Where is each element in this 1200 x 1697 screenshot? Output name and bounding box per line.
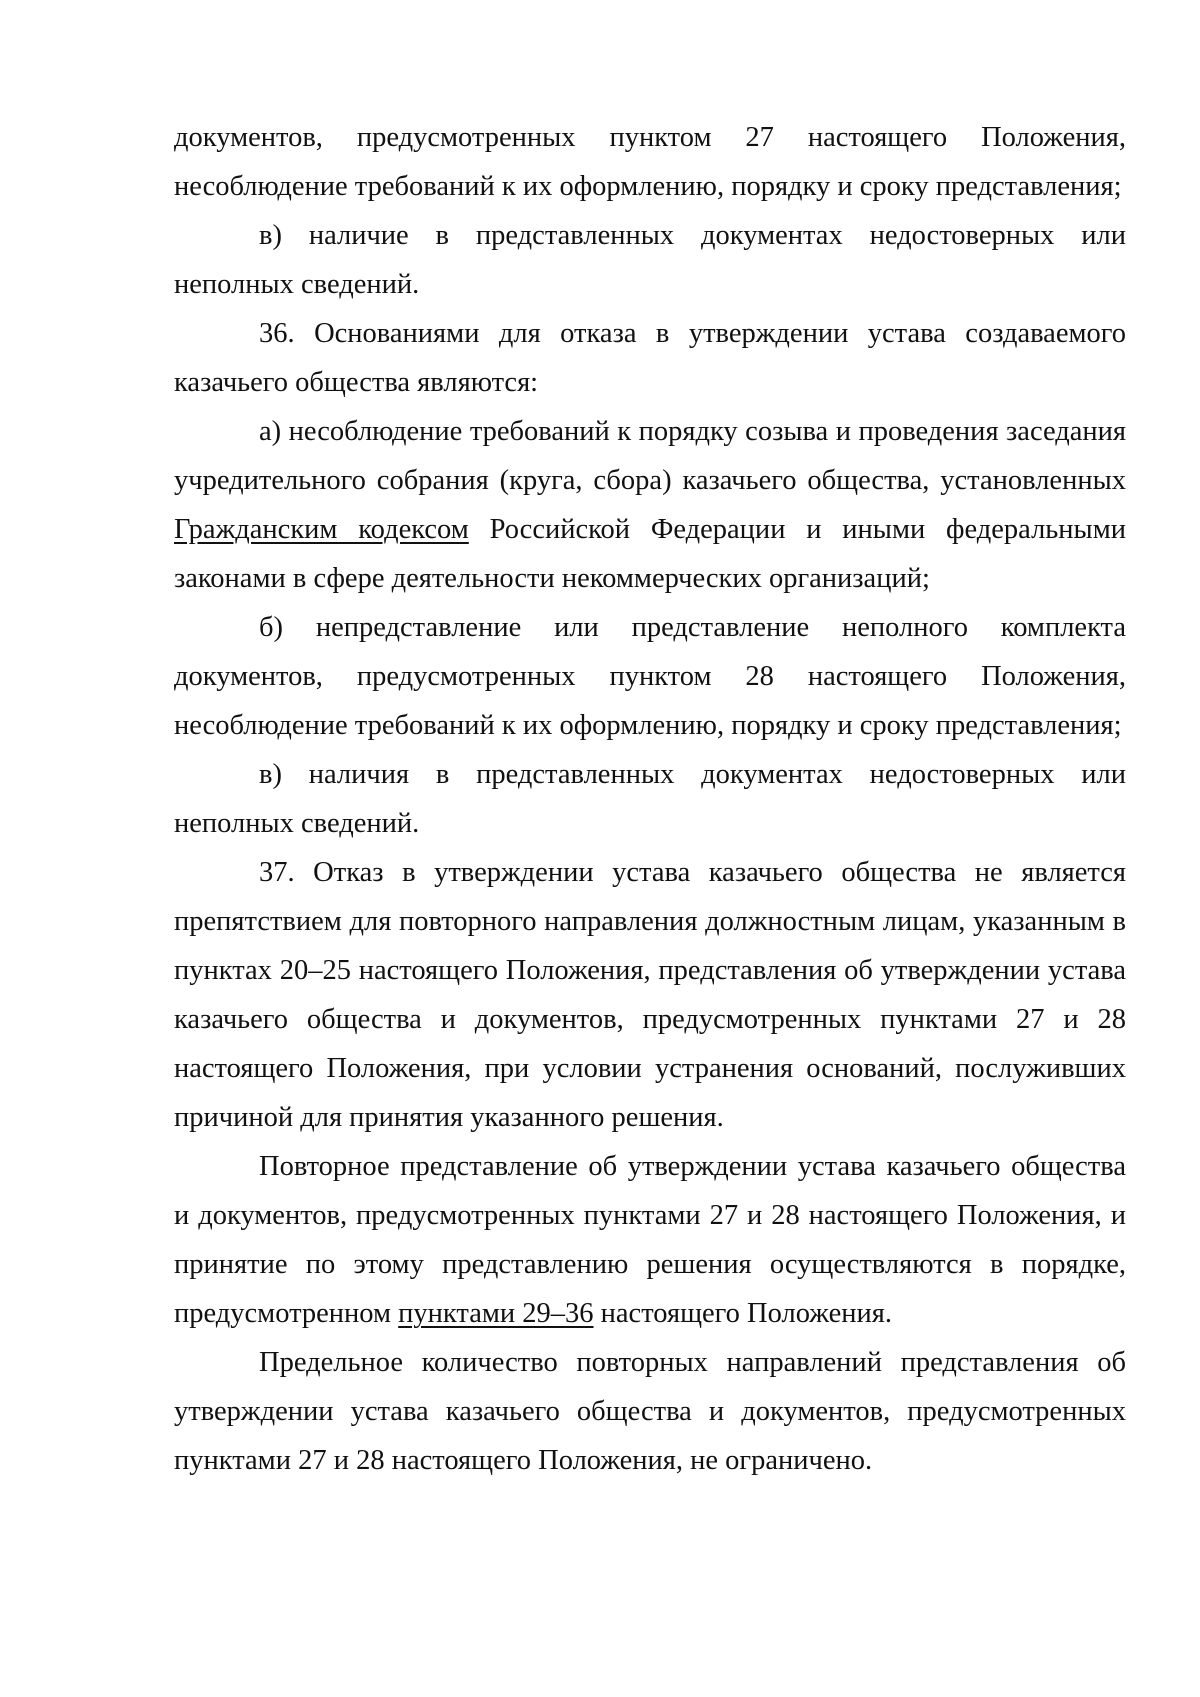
paragraph-text: Российской Федерации и иными федеральными законами в сфере деятельности некоммерческих организаций; [174, 514, 1126, 594]
paragraph-text: в) наличие в представленных документах недостоверных или неполных сведений. [174, 220, 1126, 300]
paragraph-clause-37-repeat [174, 1142, 1126, 1338]
paragraph-text: 37. Отказ в утверждении устава казачьего общества не является препятствием для повторного направления должностным лицам, указанным в пунктах 20–25 настоящего Положения, представления об утверждении устава казачьего общества и документов, предусмотренных пунктами 27 и 28 настоящего Положения, при условии устранения оснований, послуживших причиной для принятия указанного решения. [174, 857, 1126, 1133]
paragraph-text: 36. Основаниями для отказа в утверждении устава создаваемого казачьего общества являются: [174, 318, 1126, 398]
paragraph-clause-36 [174, 309, 1126, 407]
paragraph-item-v-1 [174, 211, 1126, 309]
paragraph-clause-36-a [174, 407, 1126, 603]
paragraph-clause-36-v [174, 750, 1126, 848]
paragraph-text: документов, предусмотренных пунктом 27 настоящего Положения, несоблюдение требований к их оформлению, порядку и сроку представления; [174, 122, 1126, 202]
paragraph-clause-36-b [174, 603, 1126, 750]
paragraph-text: Предельное количество повторных направлений представления об утверждении устава казачьего общества и документов, предусмотренных пунктами 27 и 28 настоящего Положения, не ограничено. [174, 1347, 1126, 1476]
paragraph-text: настоящего Положения. [593, 1298, 892, 1329]
paragraph-text: Повторное представление об утверждении устава казачьего общества и документов, предусмотренных пунктами 27 и 28 настоящего Положения, и принятие по этому представлению решения осуществляются в порядке, предусмотренном [174, 1151, 1126, 1329]
reference-link[interactable]: пунктами 29–36 [398, 1298, 594, 1329]
document-body [174, 113, 1126, 1485]
paragraph-text: в) наличия в представленных документах недостоверных или неполных сведений. [174, 759, 1126, 839]
paragraph-cont-b [174, 113, 1126, 211]
paragraph-text: а) несоблюдение требований к порядку созыва и проведения заседания учредительного собрания (круга, сбора) казачьего общества, установленных [174, 416, 1126, 496]
paragraph-text: б) непредставление или представление неполного комплекта документов, предусмотренных пунктом 28 настоящего Положения, несоблюдение требований к их оформлению, порядку и сроку представления; [174, 612, 1126, 741]
paragraph-clause-37 [174, 848, 1126, 1142]
paragraph-clause-37-limit [174, 1338, 1126, 1485]
reference-link[interactable]: Гражданским кодексом [174, 514, 469, 545]
